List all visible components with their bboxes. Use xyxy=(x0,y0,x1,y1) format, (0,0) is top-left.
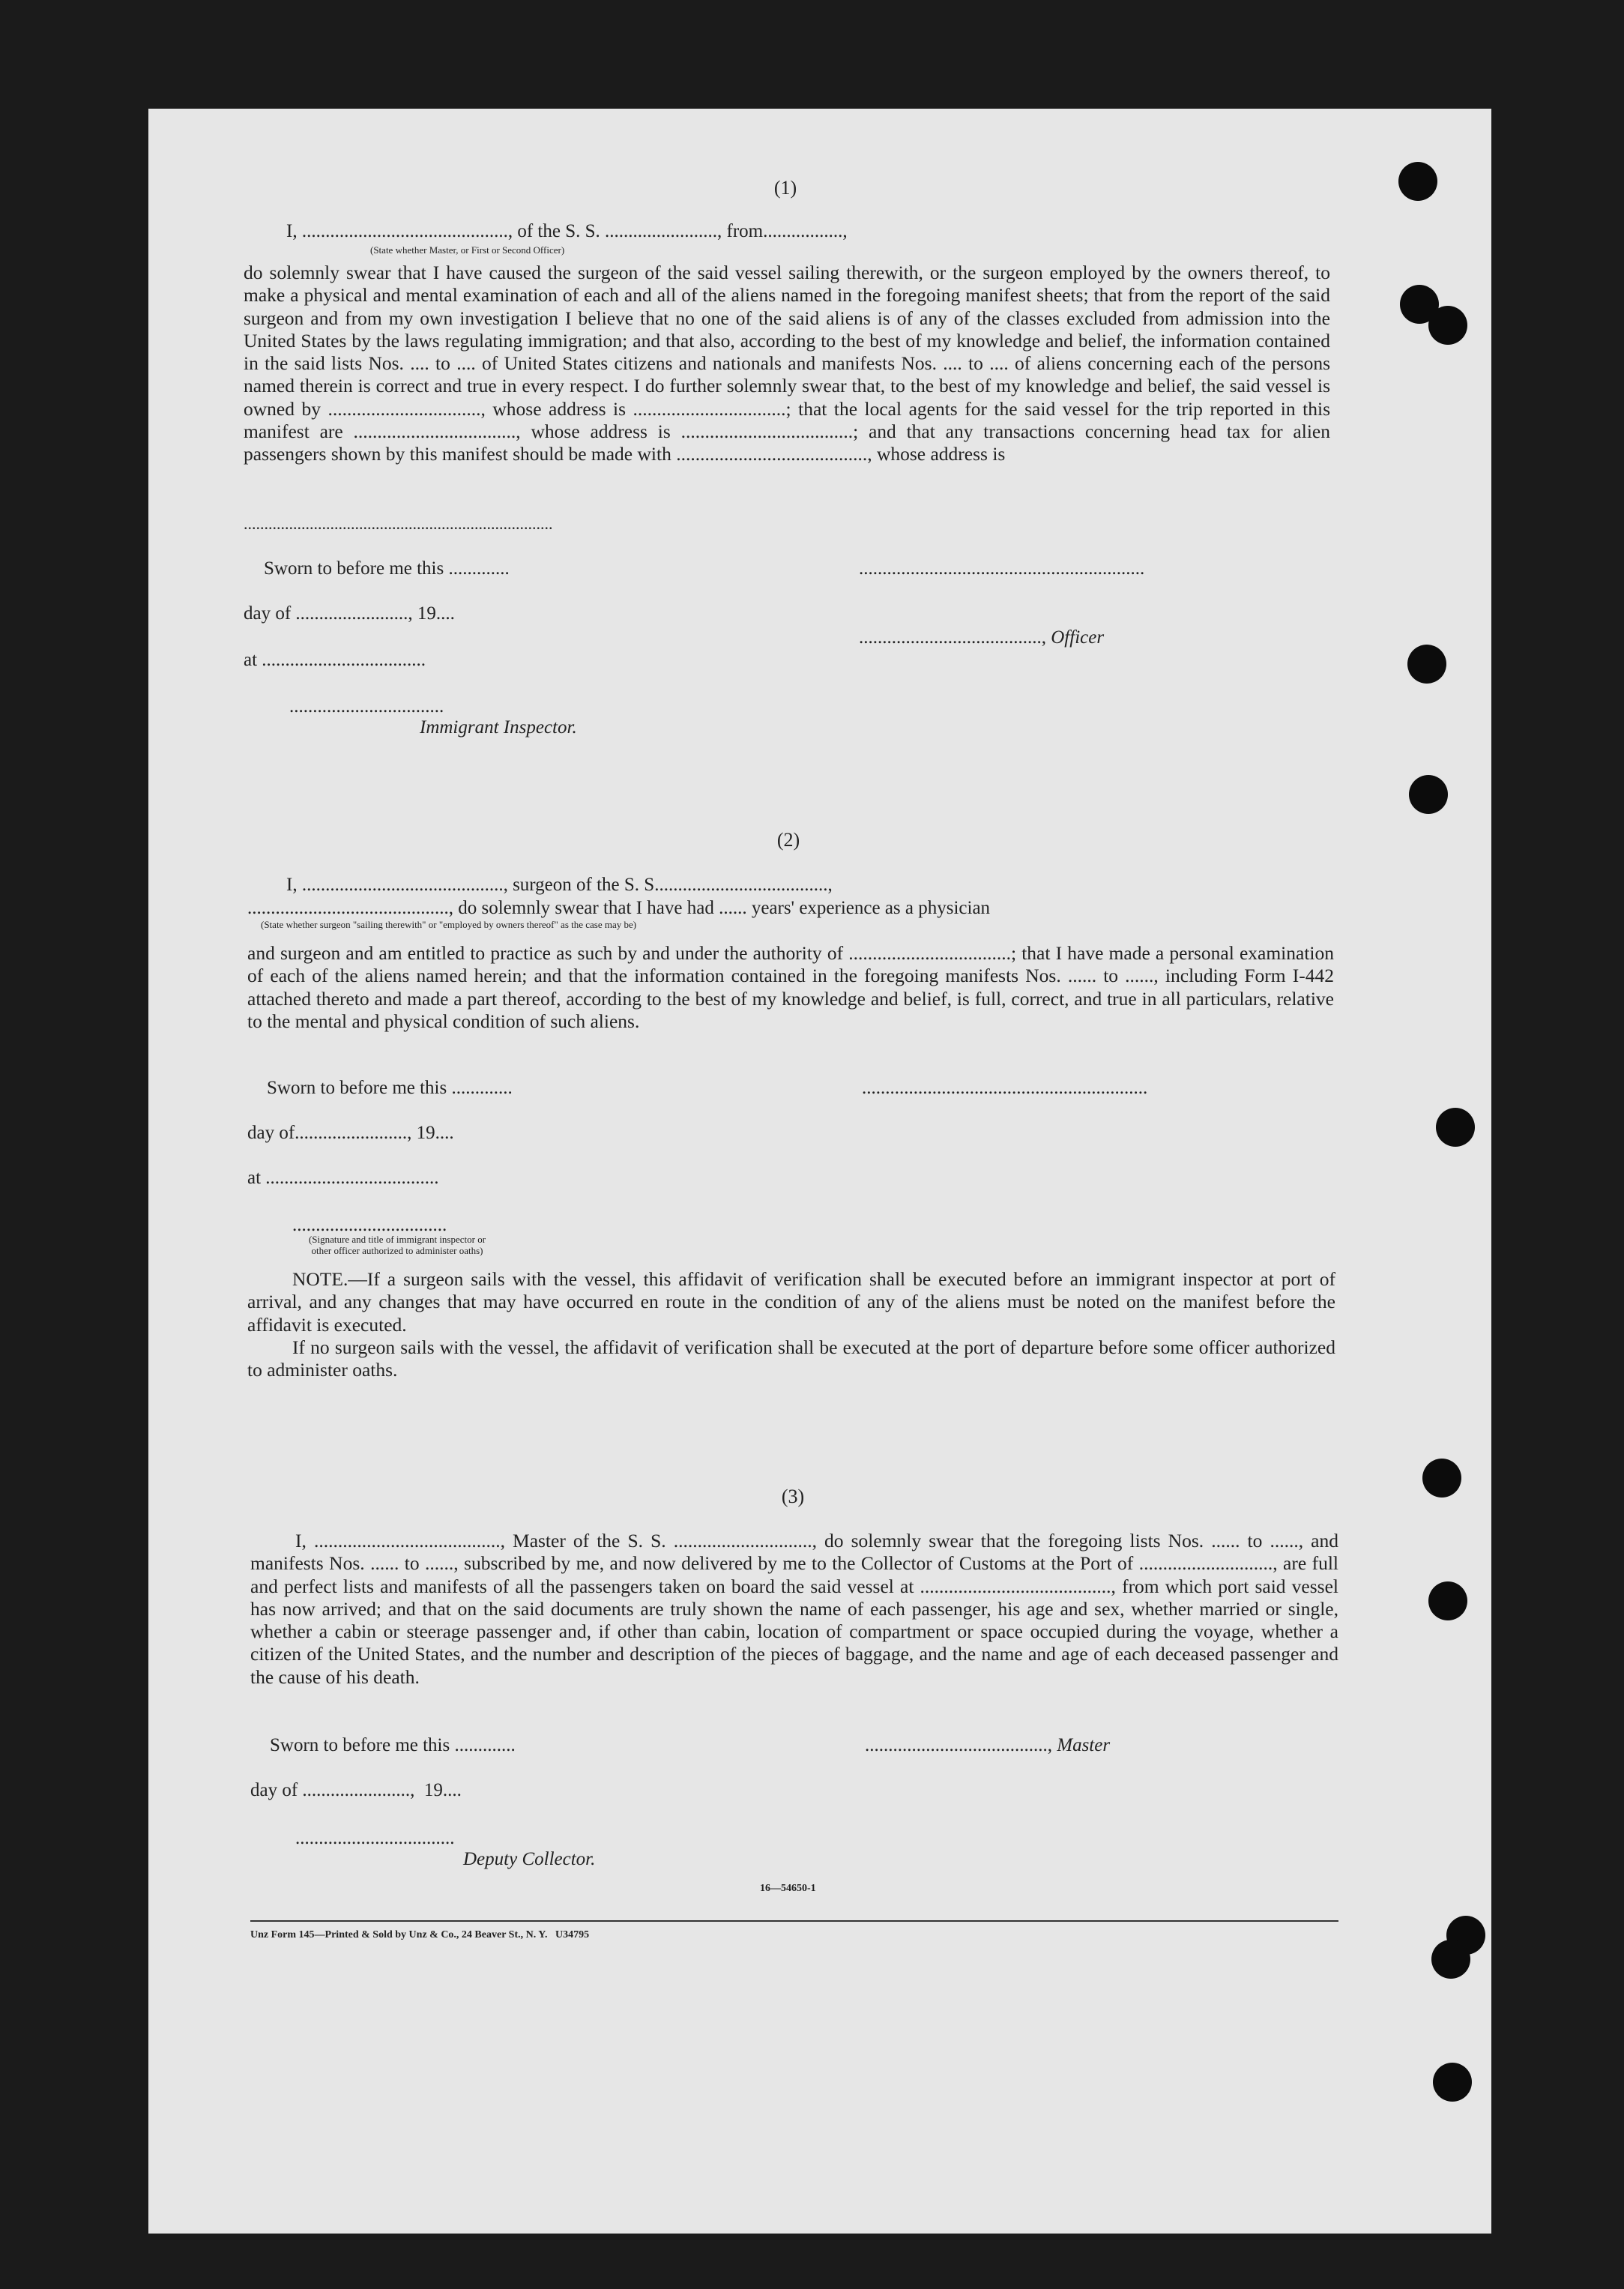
section-2-second-line: ..........................................., do solemnly swear that I have had ...... years' experience as a physician xyxy=(247,898,991,918)
section-3-collector-title: Deputy Collector. xyxy=(463,1849,596,1869)
officer-signature-dots: ......................................., xyxy=(859,627,1051,648)
section-1-officer-line xyxy=(859,627,1104,649)
binder-hole xyxy=(1433,2063,1472,2102)
section-3-day: day of ......................., 19.... xyxy=(250,1780,462,1800)
section-3-body: I, ......................................., Master of the S. S. ............................., do solemnly swear that the foregoing lists Nos. ...... to ......, and manifests Nos. ...... to ......, subscribed by me, and now delivered by me to the Collector of Customs at the Port of ............................, are full and perfect lists and manifests of all the passengers taken on board the said vessel at ........................................, from which port said vessel has now arrived; and that on the said documents are truly shown the name of each passenger, his age and sex, whether married or single, whether a cabin or steerage passenger and, if other than cabin, location of compartment or space occupied during the voyage, whether a citizen of the United States, and the number and description of the pieces of baggage, and the name and age of each deceased passenger and the cause of his death. xyxy=(250,1530,1338,1688)
section-1-dots: ........................................................................... xyxy=(244,514,553,533)
officer-title: Officer xyxy=(1051,627,1105,648)
section-2-caption: (State whether surgeon "sailing therewith" or "employed by owners thereof" as the case may be) xyxy=(261,919,637,930)
binder-hole xyxy=(1409,775,1448,814)
section-2-number: (2) xyxy=(776,829,800,851)
section-1-sworn: Sworn to before me this ............. xyxy=(264,558,510,579)
section-3-number: (3) xyxy=(781,1486,805,1507)
section-1-first-line: I, ............................................, of the S. S. ........................, from................., xyxy=(286,221,848,241)
section-1-day: day of ........................, 19.... xyxy=(244,603,455,624)
binder-hole xyxy=(1428,306,1467,345)
section-1-at: at ................................... xyxy=(244,650,426,670)
master-title: Master xyxy=(1057,1735,1111,1755)
section-1-inspector-line: ................................. xyxy=(289,696,444,717)
section-1-caption: (State whether Master, or First or Second Officer) xyxy=(370,244,565,256)
section-2-note-second: If no surgeon sails with the vessel, the affidavit of verification shall be executed at the port of departure before some officer authorized to administer oaths. xyxy=(247,1336,1335,1381)
binder-hole xyxy=(1407,645,1446,684)
section-2-first-line: I, ..........................................., surgeon of the S. S....................................., xyxy=(286,875,833,895)
section-2-body: and surgeon and am entitled to practice as such by and under the authority of ..................................; that I have made a personal examination of each of the aliens named herein; and that the information contained in the foregoing manifests Nos. ...... to ......, including Form I-442 attached thereto and made a part thereof, according to the best of my knowledge and belief, is full, correct, and true in all particulars, relative to the mental and physical condition of such aliens. xyxy=(247,942,1334,1032)
section-1-body: do solemnly swear that I have caused the surgeon of the said vessel sailing therewith, or the surgeon employed by the owners thereof, to make a physical and mental examination of each and all of the aliens named in the foregoing manifest sheets; that from the report of the said surgeon and from my own investigation I believe that no one of the said aliens is of any of the classes excluded from admission into the United States by the laws regulating immigration; and that also, according to the best of my knowledge and belief, the information contained in the said lists Nos. .... to .... of United States citizens and nationals and manifests Nos. .... to .... of aliens concerning each of the persons named therein is correct and true in every respect. I do further solemnly swear that, to the best of my knowledge and belief, the said vessel is owned by ................................, whose address is ................................; that the local agents for the said vessel for the trip reported in this manifest are .................................., whose address is ....................................; and that any transactions concerning head tax for alien passengers shown by this manifest should be made with ........................................, whose address is xyxy=(244,262,1330,465)
section-3-sworn: Sworn to before me this ............. xyxy=(270,1735,516,1755)
section-1-inspector-title: Immigrant Inspector. xyxy=(420,717,577,738)
form-code: 16—54650-1 xyxy=(760,1883,816,1894)
section-3-master-line xyxy=(865,1734,1110,1757)
section-2-at: at ..................................... xyxy=(247,1168,439,1188)
printer-line: Unz Form 145—Printed & Sold by Unz & Co., 24 Beaver St., N. Y. U34795 xyxy=(250,1929,590,1940)
section-2-signature-line: ............................................................. xyxy=(862,1078,1148,1098)
section-2-signature-caption: (Signature and title of immigrant inspector or other officer authorized to administer oaths) xyxy=(308,1234,486,1256)
binder-hole xyxy=(1428,1581,1467,1620)
section-2-note: NOTE.—If a surgeon sails with the vessel, this affidavit of verification shall be executed before an immigrant inspector at port of arrival, and any changes that may have occurred en route in the condition of any of the aliens must be noted on the manifest before the affidavit is executed. xyxy=(247,1268,1335,1336)
section-2-inspector-line: ................................. xyxy=(292,1215,447,1235)
binder-hole xyxy=(1436,1108,1475,1147)
section-3-collector-line: .................................. xyxy=(295,1828,455,1848)
section-1-signature-line: ............................................................. xyxy=(859,558,1145,579)
binder-hole xyxy=(1398,162,1437,201)
binder-hole xyxy=(1422,1459,1461,1498)
section-2-sworn: Sworn to before me this ............. xyxy=(267,1078,513,1098)
master-signature-dots: ......................................., xyxy=(865,1735,1057,1755)
section-1-number: (1) xyxy=(773,177,797,199)
binder-hole xyxy=(1431,1940,1470,1979)
section-2-day: day of........................, 19.... xyxy=(247,1123,454,1143)
footer-rule xyxy=(250,1920,1338,1922)
